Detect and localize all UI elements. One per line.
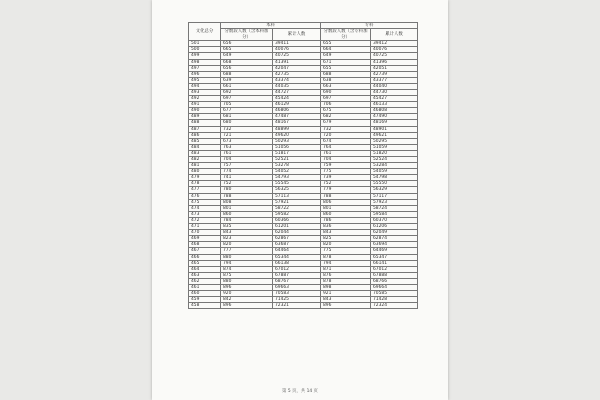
zhuanke-segment-cell: 779 xyxy=(321,187,371,193)
zhuanke-cumulative-cell: 62049 xyxy=(371,230,418,236)
zhuanke-segment-cell: 764 xyxy=(321,144,371,150)
score-cell: 499 xyxy=(189,53,221,59)
zhuanke-segment-cell: 697 xyxy=(321,96,371,102)
zhuanke-cumulative-cell: 68766 xyxy=(371,278,418,284)
page-footer: 第 5 页，共 14 页 xyxy=(282,389,318,394)
zhuanke-cumulative-cell: 57923 xyxy=(371,199,418,205)
zhuanke-cumulative-cell: 69664 xyxy=(371,284,418,290)
benke-cumulative-cell: 64464 xyxy=(273,248,321,254)
zhuanke-segment-cell: 806 xyxy=(321,199,371,205)
zhuanke-segment-cell: 836 xyxy=(321,224,371,230)
zhuanke-segment-cell: 682 xyxy=(321,114,371,120)
score-cell: 466 xyxy=(189,254,221,260)
benke-segment-cell: 794 xyxy=(221,260,273,266)
benke-segment-cell: 757 xyxy=(221,163,273,169)
zhuanke-segment-cell: 720 xyxy=(321,132,371,138)
benke-cumulative-cell: 52521 xyxy=(273,157,321,163)
zhuanke-cumulative-cell: 39412 xyxy=(371,41,418,47)
zhuanke-segment-cell: 732 xyxy=(321,126,371,132)
score-cell: 493 xyxy=(189,89,221,95)
score-cell: 473 xyxy=(189,211,221,217)
benke-cumulative-cell: 71425 xyxy=(273,297,321,303)
zhuanke-segment-cell: 663 xyxy=(321,83,371,89)
zhuanke-segment-cell: 878 xyxy=(321,254,371,260)
benke-cumulative-cell: 43374 xyxy=(273,77,321,83)
benke-cumulative-cell: 62867 xyxy=(273,236,321,242)
benke-segment-cell: 705 xyxy=(221,102,273,108)
benke-cumulative-cell: 57113 xyxy=(273,193,321,199)
benke-cumulative-cell: 55545 xyxy=(273,181,321,187)
zhuanke-segment-cell: 788 xyxy=(321,193,371,199)
score-distribution-table xyxy=(188,22,418,309)
score-cell: 491 xyxy=(189,102,221,108)
zhuanke-segment-cell: 876 xyxy=(321,272,371,278)
score-cell: 485 xyxy=(189,138,221,144)
benke-segment-cell: 860 xyxy=(221,211,273,217)
score-cell: 497 xyxy=(189,65,221,71)
zhuanke-cumulative-cell: 63694 xyxy=(371,242,418,248)
zhuanke-cumulative-cell: 67012 xyxy=(371,266,418,272)
benke-segment-cell: 661 xyxy=(221,83,273,89)
benke-segment-cell: 752 xyxy=(221,181,273,187)
benke-segment-cell: 673 xyxy=(221,138,273,144)
zhuanke-cumulative-cell: 53284 xyxy=(371,163,418,169)
zhuanke-cumulative-cell: 66141 xyxy=(371,260,418,266)
zhuanke-segment-cell: 843 xyxy=(321,230,371,236)
zhuanke-cumulative-cell: 51059 xyxy=(371,144,418,150)
zhuanke-cumulative-cell: 70585 xyxy=(371,291,418,297)
benke-segment-cell: 774 xyxy=(221,169,273,175)
benke-cumulative-cell: 48167 xyxy=(273,120,321,126)
benke-segment-cell: 639 xyxy=(221,77,273,83)
benke-cumulative-cell: 59582 xyxy=(273,211,321,217)
benke-segment-cell: 649 xyxy=(221,53,273,59)
score-cell: 481 xyxy=(189,163,221,169)
zhuanke-cumulative-cell: 59584 xyxy=(371,211,418,217)
benke-cumulative-cell: 66138 xyxy=(273,260,321,266)
benke-segment-cell: 732 xyxy=(221,126,273,132)
score-cell: 482 xyxy=(189,157,221,163)
benke-segment-cell: 665 xyxy=(221,47,273,53)
zhuanke-cumulative-cell: 48901 xyxy=(371,126,418,132)
benke-cumulative-cell: 57921 xyxy=(273,199,321,205)
benke-segment-cell: 880 xyxy=(221,254,273,260)
score-cell: 463 xyxy=(189,272,221,278)
score-cell: 458 xyxy=(189,303,221,309)
zhuanke-segment-cell: 655 xyxy=(321,65,371,71)
header-zhuanke-segment: 分数段人数（含专科加分） xyxy=(321,29,371,41)
score-cell: 480 xyxy=(189,169,221,175)
benke-cumulative-cell: 41391 xyxy=(273,59,321,65)
benke-cumulative-cell: 46129 xyxy=(273,102,321,108)
zhuanke-cumulative-cell: 65347 xyxy=(371,254,418,260)
benke-segment-cell: 763 xyxy=(221,144,273,150)
zhuanke-cumulative-cell: 50295 xyxy=(371,138,418,144)
benke-segment-cell: 741 xyxy=(221,175,273,181)
benke-segment-cell: 823 xyxy=(221,236,273,242)
zhuanke-segment-cell: 739 xyxy=(321,175,371,181)
zhuanke-segment-cell: 675 xyxy=(321,108,371,114)
zhuanke-segment-cell: 679 xyxy=(321,120,371,126)
benke-segment-cell: 697 xyxy=(221,96,273,102)
zhuanke-cumulative-cell: 54798 xyxy=(371,175,418,181)
score-cell: 478 xyxy=(189,181,221,187)
zhuanke-cumulative-cell: 42051 xyxy=(371,65,418,71)
benke-segment-cell: 788 xyxy=(221,193,273,199)
score-cell: 460 xyxy=(189,291,221,297)
benke-segment-cell: 875 xyxy=(221,272,273,278)
zhuanke-cumulative-cell: 62874 xyxy=(371,236,418,242)
benke-segment-cell: 680 xyxy=(221,120,273,126)
zhuanke-segment-cell: 690 xyxy=(321,89,371,95)
score-cell: 488 xyxy=(189,120,221,126)
zhuanke-cumulative-cell: 67888 xyxy=(371,272,418,278)
benke-segment-cell: 835 xyxy=(221,224,273,230)
zhuanke-cumulative-cell: 54059 xyxy=(371,169,418,175)
benke-segment-cell: 677 xyxy=(221,108,273,114)
benke-segment-cell: 656 xyxy=(221,41,273,47)
score-cell: 475 xyxy=(189,199,221,205)
score-cell: 483 xyxy=(189,150,221,156)
score-cell: 472 xyxy=(189,217,221,223)
zhuanke-cumulative-cell: 46133 xyxy=(371,102,418,108)
benke-segment-cell: 801 xyxy=(221,205,273,211)
zhuanke-cumulative-cell: 40725 xyxy=(371,53,418,59)
zhuanke-segment-cell: 706 xyxy=(321,102,371,108)
zhuanke-cumulative-cell: 61206 xyxy=(371,224,418,230)
header-benke-segment: 分数段人数（含本科加分） xyxy=(221,29,273,41)
benke-cumulative-cell: 46806 xyxy=(273,108,321,114)
zhuanke-segment-cell: 825 xyxy=(321,236,371,242)
zhuanke-segment-cell: 761 xyxy=(321,150,371,156)
table-body xyxy=(189,41,418,309)
score-cell: 492 xyxy=(189,96,221,102)
zhuanke-segment-cell: 898 xyxy=(321,284,371,290)
benke-cumulative-cell: 54793 xyxy=(273,175,321,181)
benke-cumulative-cell: 60366 xyxy=(273,217,321,223)
zhuanke-cumulative-cell: 45427 xyxy=(371,96,418,102)
benke-cumulative-cell: 53278 xyxy=(273,163,321,169)
zhuanke-cumulative-cell: 57117 xyxy=(371,193,418,199)
zhuanke-segment-cell: 671 xyxy=(321,59,371,65)
score-cell: 462 xyxy=(189,278,221,284)
benke-segment-cell: 704 xyxy=(221,157,273,163)
score-cell: 465 xyxy=(189,260,221,266)
score-cell: 487 xyxy=(189,126,221,132)
benke-segment-cell: 920 xyxy=(221,291,273,297)
benke-cumulative-cell: 65344 xyxy=(273,254,321,260)
score-cell: 474 xyxy=(189,205,221,211)
header-benke-cumulative: 累计人数 xyxy=(273,29,321,41)
score-cell: 470 xyxy=(189,230,221,236)
score-cell: 501 xyxy=(189,41,221,47)
zhuanke-segment-cell: 649 xyxy=(321,53,371,59)
benke-cumulative-cell: 40725 xyxy=(273,53,321,59)
benke-cumulative-cell: 51817 xyxy=(273,150,321,156)
benke-segment-cell: 808 xyxy=(221,199,273,205)
benke-cumulative-cell: 51056 xyxy=(273,144,321,150)
zhuanke-segment-cell: 759 xyxy=(321,163,371,169)
zhuanke-cumulative-cell: 46808 xyxy=(371,108,418,114)
benke-cumulative-cell: 44035 xyxy=(273,83,321,89)
benke-segment-cell: 668 xyxy=(221,59,273,65)
header-benke: 本科 xyxy=(221,23,321,29)
benke-cumulative-cell: 67887 xyxy=(273,272,321,278)
benke-segment-cell: 777 xyxy=(221,248,273,254)
benke-cumulative-cell: 45424 xyxy=(273,96,321,102)
benke-cumulative-cell: 62044 xyxy=(273,230,321,236)
score-cell: 484 xyxy=(189,144,221,150)
zhuanke-segment-cell: 775 xyxy=(321,169,371,175)
zhuanke-cumulative-cell: 42739 xyxy=(371,71,418,77)
benke-segment-cell: 692 xyxy=(221,89,273,95)
benke-segment-cell: 688 xyxy=(221,71,273,77)
zhuanke-cumulative-cell: 64469 xyxy=(371,248,418,254)
zhuanke-segment-cell: 860 xyxy=(321,211,371,217)
zhuanke-segment-cell: 655 xyxy=(321,41,371,47)
zhuanke-segment-cell: 896 xyxy=(321,303,371,309)
zhuanke-segment-cell: 921 xyxy=(321,291,371,297)
zhuanke-cumulative-cell: 72324 xyxy=(371,303,418,309)
benke-segment-cell: 780 xyxy=(221,187,273,193)
benke-cumulative-cell: 50293 xyxy=(273,138,321,144)
score-cell: 495 xyxy=(189,77,221,83)
zhuanke-cumulative-cell: 52524 xyxy=(371,157,418,163)
score-cell: 479 xyxy=(189,175,221,181)
zhuanke-segment-cell: 794 xyxy=(321,260,371,266)
score-cell: 467 xyxy=(189,248,221,254)
benke-segment-cell: 761 xyxy=(221,150,273,156)
score-cell: 494 xyxy=(189,83,221,89)
score-cell: 498 xyxy=(189,59,221,65)
zhuanke-cumulative-cell: 56329 xyxy=(371,187,418,193)
benke-cumulative-cell: 42047 xyxy=(273,65,321,71)
benke-cumulative-cell: 70583 xyxy=(273,291,321,297)
benke-segment-cell: 656 xyxy=(221,65,273,71)
zhuanke-segment-cell: 638 xyxy=(321,77,371,83)
zhuanke-cumulative-cell: 49621 xyxy=(371,132,418,138)
score-cell: 471 xyxy=(189,224,221,230)
zhuanke-cumulative-cell: 60370 xyxy=(371,217,418,223)
benke-cumulative-cell: 42735 xyxy=(273,71,321,77)
zhuanke-segment-cell: 871 xyxy=(321,266,371,272)
zhuanke-segment-cell: 878 xyxy=(321,278,371,284)
zhuanke-segment-cell: 820 xyxy=(321,242,371,248)
zhuanke-segment-cell: 786 xyxy=(321,217,371,223)
header-row-sub xyxy=(189,29,418,41)
benke-cumulative-cell: 40076 xyxy=(273,47,321,53)
score-cell: 486 xyxy=(189,132,221,138)
score-cell: 476 xyxy=(189,193,221,199)
zhuanke-cumulative-cell: 44040 xyxy=(371,83,418,89)
table-row xyxy=(189,303,418,309)
benke-segment-cell: 842 xyxy=(221,297,273,303)
benke-segment-cell: 843 xyxy=(221,230,273,236)
benke-segment-cell: 874 xyxy=(221,266,273,272)
zhuanke-cumulative-cell: 48169 xyxy=(371,120,418,126)
header-score: 文化总分 xyxy=(189,23,221,41)
benke-cumulative-cell: 68767 xyxy=(273,278,321,284)
zhuanke-cumulative-cell: 41396 xyxy=(371,59,418,65)
score-cell: 477 xyxy=(189,187,221,193)
zhuanke-segment-cell: 775 xyxy=(321,248,371,254)
benke-segment-cell: 721 xyxy=(221,132,273,138)
score-cell: 459 xyxy=(189,297,221,303)
zhuanke-cumulative-cell: 43377 xyxy=(371,77,418,83)
benke-segment-cell: 896 xyxy=(221,284,273,290)
benke-segment-cell: 896 xyxy=(221,303,273,309)
benke-cumulative-cell: 69663 xyxy=(273,284,321,290)
benke-segment-cell: 681 xyxy=(221,114,273,120)
header-zhuanke: 专科 xyxy=(321,23,418,29)
score-cell: 464 xyxy=(189,266,221,272)
benke-segment-cell: 784 xyxy=(221,217,273,223)
benke-cumulative-cell: 61201 xyxy=(273,224,321,230)
zhuanke-segment-cell: 674 xyxy=(321,138,371,144)
benke-cumulative-cell: 72321 xyxy=(273,303,321,309)
score-cell: 468 xyxy=(189,242,221,248)
zhuanke-segment-cell: 664 xyxy=(321,47,371,53)
benke-cumulative-cell: 56325 xyxy=(273,187,321,193)
zhuanke-segment-cell: 752 xyxy=(321,181,371,187)
zhuanke-cumulative-cell: 51820 xyxy=(371,150,418,156)
score-cell: 496 xyxy=(189,71,221,77)
zhuanke-cumulative-cell: 40076 xyxy=(371,47,418,53)
score-cell: 489 xyxy=(189,114,221,120)
zhuanke-cumulative-cell: 71428 xyxy=(371,297,418,303)
zhuanke-segment-cell: 843 xyxy=(321,297,371,303)
document-page xyxy=(152,0,448,400)
benke-segment-cell: 880 xyxy=(221,278,273,284)
zhuanke-cumulative-cell: 47490 xyxy=(371,114,418,120)
benke-cumulative-cell: 39411 xyxy=(273,41,321,47)
benke-cumulative-cell: 44727 xyxy=(273,89,321,95)
zhuanke-cumulative-cell: 55550 xyxy=(371,181,418,187)
benke-cumulative-cell: 58722 xyxy=(273,205,321,211)
zhuanke-segment-cell: 801 xyxy=(321,205,371,211)
header-zhuanke-cumulative: 累计人数 xyxy=(371,29,418,41)
score-cell: 500 xyxy=(189,47,221,53)
score-cell: 461 xyxy=(189,284,221,290)
benke-cumulative-cell: 63687 xyxy=(273,242,321,248)
benke-segment-cell: 820 xyxy=(221,242,273,248)
zhuanke-segment-cell: 688 xyxy=(321,71,371,77)
score-cell: 469 xyxy=(189,236,221,242)
benke-cumulative-cell: 48899 xyxy=(273,126,321,132)
benke-cumulative-cell: 54052 xyxy=(273,169,321,175)
score-cell: 490 xyxy=(189,108,221,114)
benke-cumulative-cell: 67012 xyxy=(273,266,321,272)
zhuanke-segment-cell: 704 xyxy=(321,157,371,163)
benke-cumulative-cell: 49620 xyxy=(273,132,321,138)
zhuanke-cumulative-cell: 44730 xyxy=(371,89,418,95)
zhuanke-cumulative-cell: 58724 xyxy=(371,205,418,211)
benke-cumulative-cell: 47487 xyxy=(273,114,321,120)
